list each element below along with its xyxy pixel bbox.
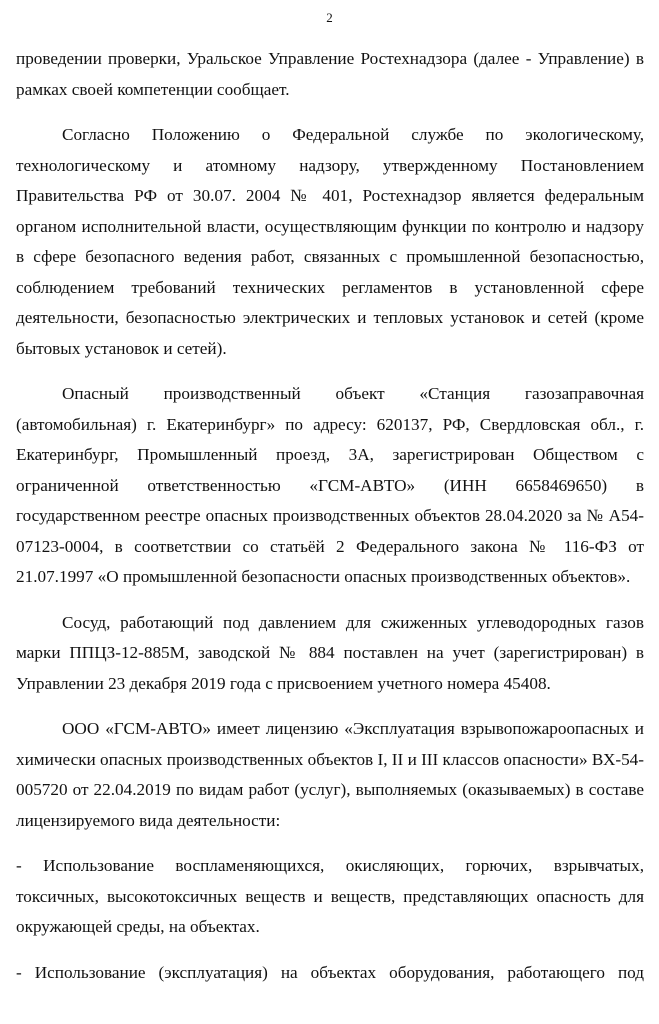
- list-item-equipment: - Использование (эксплуатация) на объектах оборудования, работающего под: [16, 962, 644, 982]
- paragraph-pressure-vessel: Сосуд, работающий под давлением для сжиженных углеводородных газов марки ППЦЗ-12-885М, заводской № 884 поставлен на учет (зарегистрирован) в Управлении 23 декабря 2019 года с присвоением учетного номера 45408.: [16, 612, 644, 693]
- paragraph-hazardous-facility: Опасный производственный объект «Станция газозаправочная (автомобильная) г. Екатеринбург» по адресу: 620137, РФ, Свердловская обл., г. Екатеринбург, Промышленный проезд, 3А, зарегистрирован Обществом с ограниченной ответственностью «ГСМ-АВТО» (ИНН 6658469650) в государственном реестре опасных производственных объектов 28.04.2020 за № А54-07123-0004, в соответствии со статьёй 2 Федерального закона № 116-ФЗ от 21.07.1997 «О промышленной безопасности опасных производственных объектов».: [16, 384, 644, 586]
- paragraph-regulation: Согласно Положению о Федеральной службе по экологическому, технологическому и атомному надзору, утвержденному Постановлением Правительства РФ от 30.07. 2004 № 401, Ростехнадзор является федеральным органом исполнительной власти, осуществляющим функции по контролю и надзору в сфере безопасного ведения работ, связанных с промышленной безопасностью, соблюдением требований технических регламентов в установленной сфере деятельности, безопасностью электрических и тепловых установок и сетей (кроме бытовых установок и сетей).: [16, 125, 644, 358]
- paragraph-intro-continuation: проведении проверки, Уральское Управление Ростехнадзора (далее - Управление) в рамках своей компетенции сообщает.: [16, 49, 644, 99]
- list-item-substances: - Использование воспламеняющихся, окисляющих, горючих, взрывчатых, токсичных, высокотоксичных веществ и веществ, представляющих опасность для окружающей среды, на объектах.: [16, 856, 644, 936]
- paragraph-license: ООО «ГСМ-АВТО» имеет лицензию «Эксплуатация взрывопожароопасных и химически опасных производственных объектов I, II и III классов опасности» ВХ-54-005720 от 22.04.2019 по видам работ (услуг), выполняемых (оказываемых) в составе лицензируемого вида деятельности:: [16, 719, 644, 830]
- page-number: 2: [326, 10, 333, 25]
- document-body: [16, 44, 644, 1003]
